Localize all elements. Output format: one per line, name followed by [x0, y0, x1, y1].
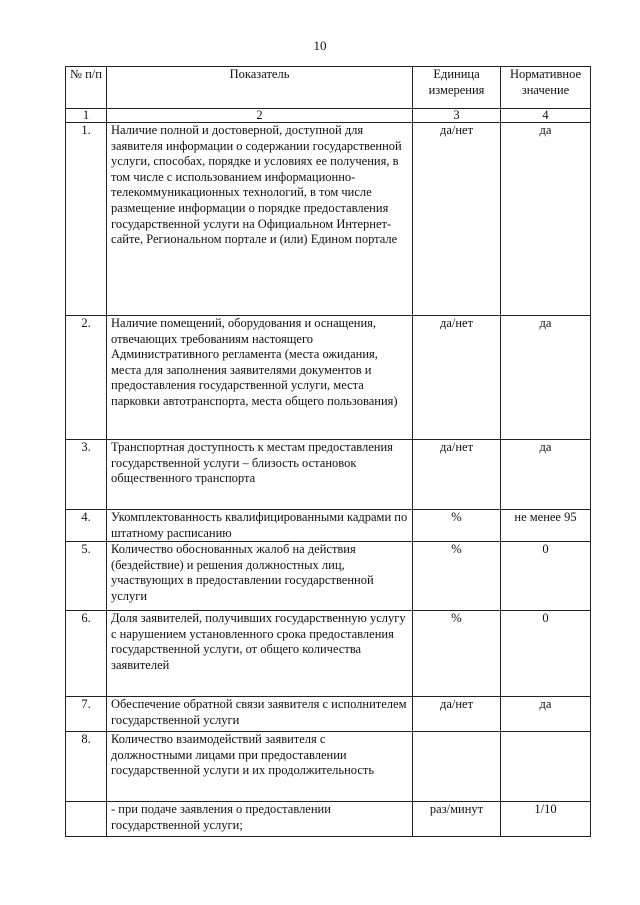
column-number: 3: [413, 109, 501, 123]
value-cell: да: [501, 440, 591, 510]
header-indicator: Показатель: [107, 67, 413, 109]
value-cell: 0: [501, 542, 591, 611]
value-cell: да: [501, 316, 591, 440]
row-number: 3.: [66, 440, 107, 510]
unit-cell: да/нет: [413, 316, 501, 440]
unit-cell: %: [413, 510, 501, 542]
indicator-text: Доля заявителей, получивших государственную услугу с нарушением установленного срока предоставления государственной услуги, от общего количества заявителей: [107, 611, 413, 697]
indicator-text: Обеспечение обратной связи заявителя с исполнителем государственной услуги: [107, 697, 413, 732]
indicator-text: Наличие помещений, оборудования и оснащения, отвечающих требованиям настоящего Административного регламента (места ожидания, места для заполнения заявителями документов и предоставления государственной услуги, места парковки автотранспорта, места общего пользования): [107, 316, 413, 440]
row-number: 4.: [66, 510, 107, 542]
table-row: [66, 316, 591, 440]
table-row: [66, 123, 591, 316]
table-row: [66, 510, 591, 542]
unit-cell: %: [413, 611, 501, 697]
value-cell: 0: [501, 611, 591, 697]
quality-indicators-table: [65, 66, 591, 837]
row-number: 5.: [66, 542, 107, 611]
indicator-text: Наличие полной и достоверной, доступной для заявителя информации о содержании государственной услуги, способах, порядке и условиях ее получения, в том числе с использованием информационно-телекоммуникационных технологий, в том числе размещение информации о порядке предоставления государственной услуги на Официальном Интернет-сайте, Региональном портале и (или) Едином портале: [107, 123, 413, 316]
header-unit: Единица измерения: [413, 67, 501, 109]
header-normative-value: Нормативное значение: [501, 67, 591, 109]
table-row: [66, 440, 591, 510]
table-row: [66, 697, 591, 732]
unit-cell: да/нет: [413, 697, 501, 732]
column-number: 1: [66, 109, 107, 123]
row-number: 7.: [66, 697, 107, 732]
table-row: [66, 611, 591, 697]
column-number-row: [66, 109, 591, 123]
table-row: [66, 542, 591, 611]
unit-cell: раз/минут: [413, 802, 501, 837]
row-number: 6.: [66, 611, 107, 697]
value-cell: да: [501, 123, 591, 316]
indicator-text: Укомплектованность квалифицированными кадрами по штатному расписанию: [107, 510, 413, 542]
value-cell: [501, 732, 591, 802]
indicator-text: Транспортная доступность к местам предоставления государственной услуги – близость остановок общественного транспорта: [107, 440, 413, 510]
row-number: 8.: [66, 732, 107, 802]
unit-cell: да/нет: [413, 440, 501, 510]
page-number: 10: [313, 38, 327, 53]
unit-cell: [413, 732, 501, 802]
value-cell: 1/10: [501, 802, 591, 837]
value-cell: не менее 95: [501, 510, 591, 542]
unit-cell: да/нет: [413, 123, 501, 316]
row-number: [66, 802, 107, 837]
table-row: [66, 802, 591, 837]
value-cell: да: [501, 697, 591, 732]
indicator-text: Количество обоснованных жалоб на действия (бездействие) и решения должностных лиц, участвующих в предоставлении государственной услуги: [107, 542, 413, 611]
row-number: 1.: [66, 123, 107, 316]
row-number: 2.: [66, 316, 107, 440]
table-row: [66, 732, 591, 802]
table-header-row: [66, 67, 591, 109]
header-number: № п/п: [66, 67, 107, 109]
unit-cell: %: [413, 542, 501, 611]
column-number: 2: [107, 109, 413, 123]
column-number: 4: [501, 109, 591, 123]
indicator-text: Количество взаимодействий заявителя с должностными лицами при предоставлении государственной услуги и их продолжительность: [107, 732, 413, 802]
indicator-text: - при подаче заявления о предоставлении государственной услуги;: [107, 802, 413, 837]
